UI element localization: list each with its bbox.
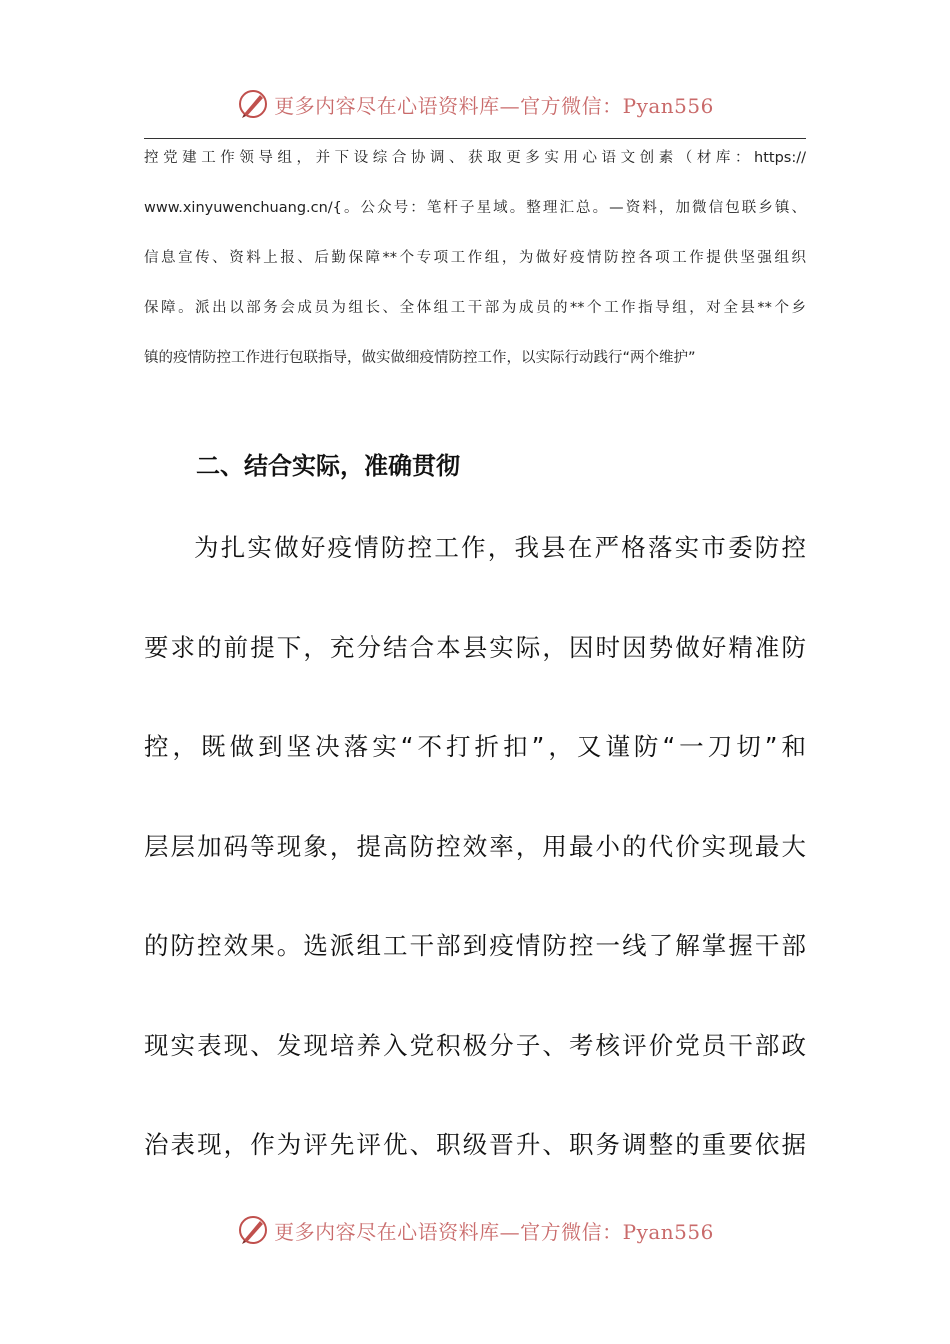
section-heading: 二、结合实际，准确贯彻 bbox=[196, 452, 460, 480]
paragraph-line: 镇的疫情防控工作进行包联指导，做实做细疫情防控工作，以实际行动践行“两个维护” bbox=[144, 350, 696, 366]
quill-pen-logo-icon bbox=[236, 87, 270, 121]
header-divider bbox=[144, 138, 806, 139]
body-line: 的防控效果。选派组工干部到疫情防控一线了解掌握干部 bbox=[144, 931, 806, 960]
body-line: 为扎实做好疫情防控工作，我县在严格落实市委防控 bbox=[194, 533, 806, 562]
paragraph-line: www.xinyuwenchuang.cn/{。公众号：笔杆子星域。整理汇总。—资料，加微信包联乡镇、 bbox=[144, 200, 806, 216]
footer-watermark-banner bbox=[0, 1210, 950, 1250]
body-line: 现实表现、发现培养入党积极分子、考核评价党员干部政 bbox=[144, 1030, 806, 1060]
footer-watermark-text: 更多内容尽在心语资料库—官方微信：Pyan556 bbox=[274, 1219, 714, 1244]
body-line: 层层加码等现象，提高防控效率，用最小的代价实现最大 bbox=[144, 831, 806, 861]
section-body bbox=[144, 526, 806, 1223]
body-line: 控，既做到坚决落实“不打折扣”，又谨防“一刀切”和 bbox=[144, 732, 806, 761]
header-watermark-text: 更多内容尽在心语资料库—官方微信：Pyan556 bbox=[274, 93, 714, 118]
paragraph-line: 信息宣传、资料上报、后勤保障**个专项工作组，为做好疫情防控各项工作提供坚强组织 bbox=[144, 250, 806, 266]
top-paragraph bbox=[144, 146, 806, 396]
quill-pen-logo-icon bbox=[236, 1213, 270, 1247]
body-line: 治表现，作为评先评优、职级晋升、职务调整的重要依据 bbox=[144, 1130, 806, 1159]
header-watermark-banner bbox=[0, 84, 950, 124]
body-line: 要求的前提下，充分结合本县实际，因时因势做好精准防 bbox=[144, 632, 806, 662]
paragraph-line: 控党建工作领导组，并下设综合协调、获取更多实用心语文创素（材库：https:// bbox=[144, 150, 806, 166]
paragraph-line: 保障。派出以部务会成员为组长、全体组工干部为成员的**个工作指导组，对全县**个乡 bbox=[144, 300, 806, 316]
